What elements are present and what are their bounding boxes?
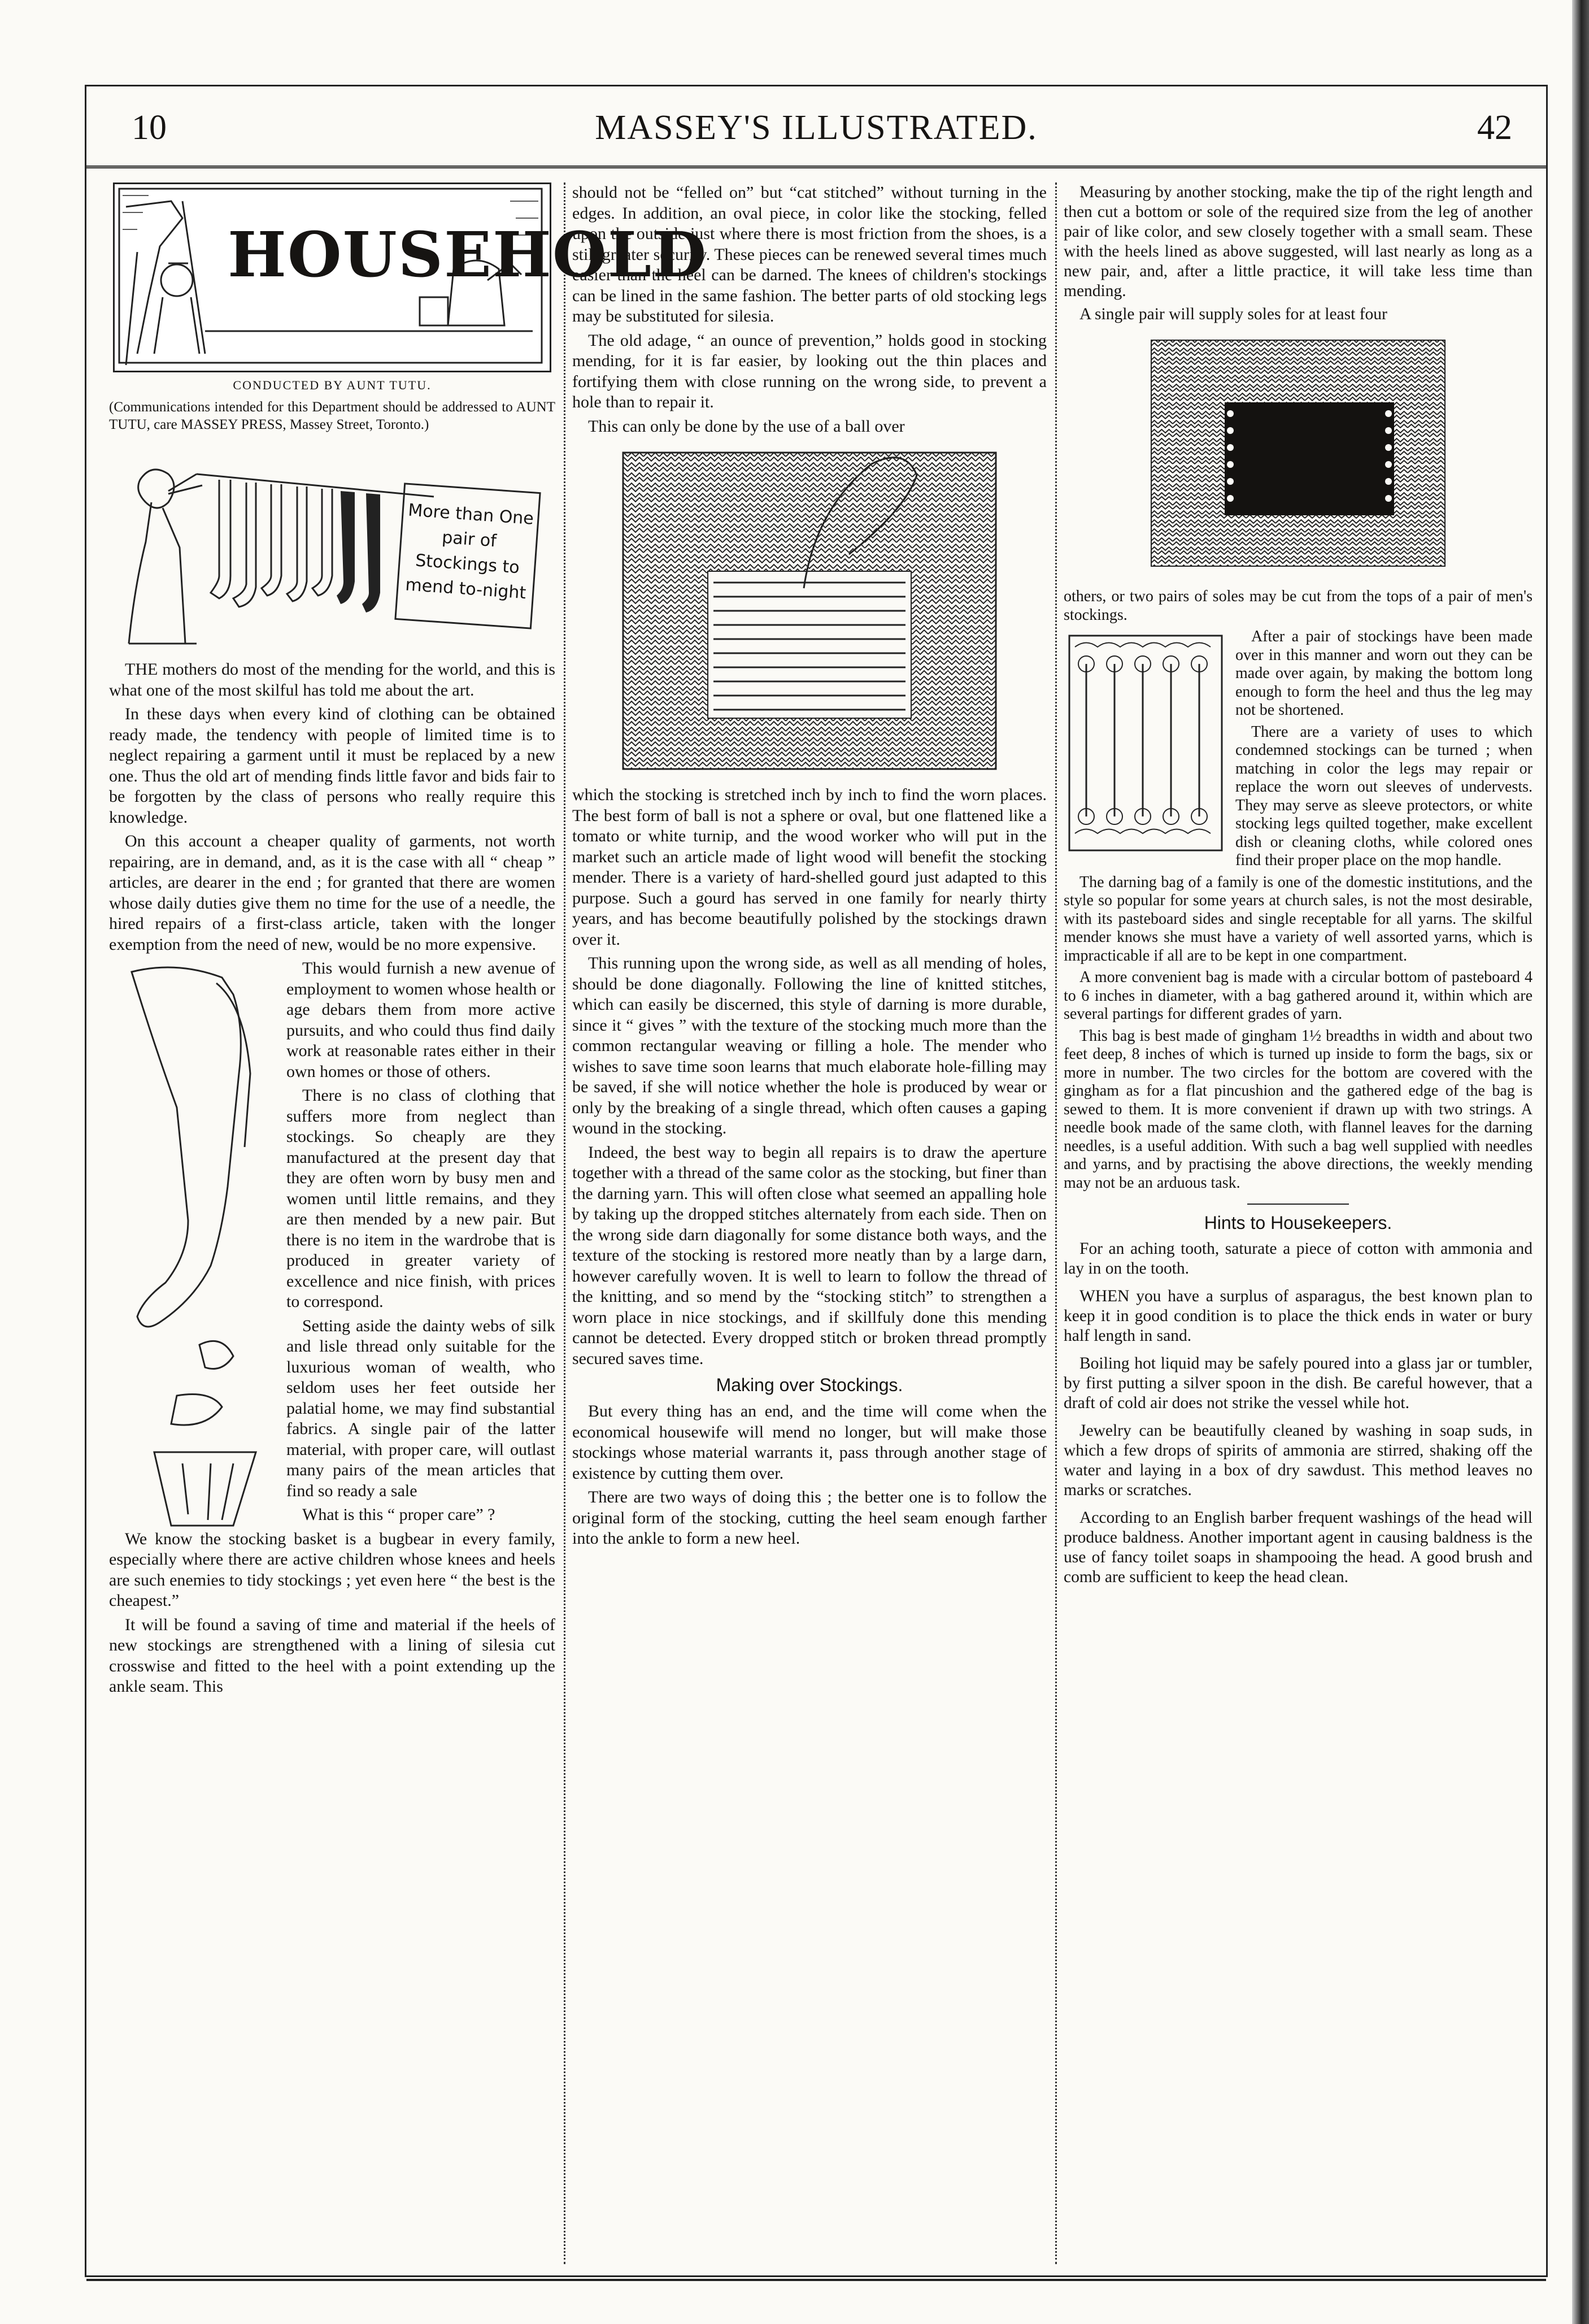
col3-hint-4: Jewelry can be beautifully cleaned by washing in soap suds, in which a few drops of spirits of ammonia are stirred, shaking off the water and laying in a box of dry sawdust. This method leaves no marks or scratches.: [1064, 1422, 1533, 1499]
col3-para-1: Measuring by another stocking, make the tip of the right length and then cut a bottom or sole of the required size from the leg of another pair of like color, and sew closely together with a small seam. These with the heels lined as above suggested, will last nearly as long as a new pair, and, after a little practice, it will take less time than mending.: [1064, 183, 1533, 300]
column-divider-1: [564, 183, 565, 2264]
col1-para-3: On this account a cheaper quality of garments, not worth repairing, are in demand, and, as it is the case with all “ cheap ” articles, are dearer in the end ; for granted that there are women whose daily duties give them no time for the use of a needle, the hired repairs of a first-class article, taken with the longer exemption from the need of new, would be no more expensive.: [109, 832, 555, 954]
col3-para-5: There are a variety of uses to which condemned stockings can be turned ; when matching in color the legs may repair or replace the worn out sleeves of undervests. They may serve as sleeve protectors, or white stocking legs quilted together, make excellent dish or cleaning cloths, while colored ones find their proper place on the mop handle.: [1235, 723, 1533, 869]
col3-para-6: The darning bag of a family is one of the domestic institutions, and the style so popular for some years at church sales, is not the most desirable, with its pasteboard sides and single receptable for all yarns. The skilful mender knows she must have a variety of well assorted yarns, which is impracticable if all are to be kept in one compartment.: [1064, 873, 1533, 965]
col2-para-5: This running upon the wrong side, as well as all mending of holes, should be done diagonally. Following the line of knitted stitches, which can easily be discerned, this style of darning is more durable, since it “ gives ” with the texture of the stocking much more than the common rectangular weaving or filling a hole. The mender who wishes to save time soon learns that much elaborate hole-filling may be saved, if she will notice whether the hole is produced by wear or only by the breaking of a single thread, which often causes a gaping wound in the stocking.: [572, 954, 1047, 1137]
col1-para-7: What is this “ proper care” ?: [302, 1505, 495, 1524]
column-1: [109, 183, 708, 2264]
col2-para-8: There are two ways of doing this ; the better one is to follow the original form of the stocking, cutting the heel seam enough farther into the ankle to form a new heel.: [572, 1488, 1047, 1548]
col1-para-1: THE mothers do most of the mending for the world, and this is what one of the most skilful has told me about the art.: [109, 660, 555, 700]
col2-para-6: Indeed, the best way to begin all repairs is to draw the aperture together with a thread of the same color as the stocking, but finer than the darning yarn. This will often close what seemed an appalling hole by taking up the dropped stitches alternately from each side. Then on the wrong side darn diagonally for some distance both ways, and the texture of the stocking is restored more neatly than by a large darn, however carefully woven. It is well to learn to follow the thread of the knitting, and so mend by the “stocking stitch” to strengthen a worn place in nice stockings, and if skillfuly done this mending cannot be detected. Every dropped stitch or broken thread promptly secured saves time.: [572, 1143, 1047, 1368]
stocking-illustration: [109, 961, 278, 1526]
col2-para-2: The old adage, “ an ounce of prevention,” holds good in stocking mending, for it is far easier, by looking out the thin places and fortifying them with close running on the wrong side, to prevent a hole than to repair it.: [572, 331, 1047, 411]
col3-para-8: This bag is best made of gingham 1½ breadths in width and about two feet deep, 8 inches of which is turned up inside to form the bags, six or more in number. The two circles for the bottom are covered with the gingham as for a flat pincushion and the gathered edge of the bag is sewed to them. It is more convenient if drawn up with two strings. A needle book made of the same cloth, with flannel leaves for the darning needles, is a useful addition. With such a bag well supplied with needles and yarns, and by practising the above directions, the weekly mending may not be an arduous task.: [1064, 1027, 1533, 1192]
page-number-left: 10: [132, 108, 167, 147]
patch-illustration: [1129, 329, 1468, 583]
clothesline-sign: More than One pair of Stockings to mend to-night: [404, 500, 534, 603]
conducted-by: CONDUCTED BY AUNT TUTU.: [233, 378, 432, 392]
column-divider-2: [1055, 183, 1057, 2264]
col2-para-7: But every thing has an end, and the time will come when the economical housewife will mend no longer, but will make those stockings whose material warrants it, pass through another stage of existence by cutting them over.: [572, 1402, 1047, 1483]
banner-word: HOUSEHOLD: [228, 218, 708, 291]
section-divider: [1247, 1204, 1349, 1205]
col3-hint-2: WHEN you have a surplus of asparagus, the best known plan to keep it in good condition is to place the thick ends in water or bury half length in sand.: [1064, 1287, 1533, 1345]
hints-subhead: Hints to Housekeepers.: [1204, 1213, 1392, 1233]
page-header: [86, 86, 1546, 168]
col1-para-9: It will be found a saving of time and material if the heels of new stockings are strengthened with a lining of silesia cut crosswise and fitted to the heel with a point extending up the ankle seam. This: [109, 1615, 555, 1696]
sleeve-protector-illustration: [1064, 630, 1227, 856]
scan-edge-shadow: [1572, 0, 1589, 2324]
col1-para-2: In these days when every kind of clothing can be obtained ready made, the tendency with people of limited time is to neglect repairing a garment until it must be replaced by a new one. Thus the old art of mending finds little favor and bids fair to be forgotten by the class of persons who really require this knowledge.: [109, 705, 555, 827]
col3-para-2: A single pair will supply soles for at least four: [1079, 305, 1387, 323]
column-2: [572, 183, 1047, 2264]
newspaper-page: [85, 85, 1548, 2277]
col3-dense-block: [1064, 588, 1533, 1192]
making-over-subhead: Making over Stockings.: [716, 1375, 903, 1395]
col1-para-6: Setting aside the dainty webs of silk and lisle thread only suitable for the luxurious woman of wealth, who seldom uses her feet outside her palatial home, we may find substantial fabrics. A single pair of the latter material, with proper care, will outlast many pairs of the mean articles that find so ready a sale: [286, 1316, 555, 1500]
page-number-right: 42: [1477, 108, 1512, 147]
col3-hint-3: Boiling hot liquid may be safely poured into a glass jar or tumbler, by first putting a silver spoon in the dish. Be careful however, that a draft of cold air does not strike the vessel while hot.: [1064, 1354, 1533, 1412]
col3-para-7: A more convenient bag is made with a circular bottom of pasteboard 4 to 6 inches in diameter, with a bag gathered around it, within which are several partings for different grades of yarn.: [1064, 968, 1533, 1023]
col3-hint-5: According to an English barber frequent washings of the head will produce baldness. Another important agent in causing baldness is the use of fancy toilet soaps in shampooing the head. A good brush and comb are sufficient to keep the head clean.: [1064, 1509, 1533, 1586]
col1-para-5: There is no class of clothing that suffers more from neglect than stockings. So cheaply are they manufactured at the present day that they are often worn by busy men and women until little remains, and they are then mended by a new pair. But there is no item in the wardrobe that is produced in greater variety of excellence and nice finish, with prices to correspond.: [286, 1086, 555, 1311]
col3-para-4: After a pair of stockings have been made over in this manner and worn out they can be made over again, by making the bottom long enough to form the heel and thus the leg may not be shortened.: [1235, 628, 1533, 719]
household-banner: [113, 183, 708, 372]
communications-note: (Communications intended for this Department should be addressed to AUNT TUTU, care MASSEY PRESS, Massey Street, Toronto.): [109, 399, 555, 432]
col2-para-3: This can only be done by the use of a ball over: [588, 416, 905, 436]
col3-hint-1: For an aching tooth, saturate a piece of cotton with ammonia and lay in on the tooth.: [1064, 1240, 1533, 1278]
col2-para-4: which the stocking is stretched inch by inch to find the worn places. The best form of ball is not a sphere or oval, but one flattened like a tomato or white turnip, and the wood worker who will put in the market such an article made of light wood will benefit the stocking mender. There is a variety of hard-shelled gourd just adapted to this purpose. Such a gourd has served in one family for nearly thirty years, and has become beautifully polished by the stockings drawn over it.: [572, 785, 1047, 949]
col3-para-3: others, or two pairs of soles may be cut from the tops of a pair of men's stockings.: [1064, 588, 1533, 624]
col1-para-4: This would furnish a new avenue of employment to women whose health or age debars them from more active pursuits, and who could thus find daily work at reasonable rates either in their own homes or those of others.: [286, 959, 555, 1081]
col2-para-1: should not be “felled on” but “cat stitched” without turning in the edges. In addition, an oval piece, in color like the stocking, felled upon the outside just where there is most friction from the shoes, is a still greater security. These pieces can be renewed several times much easier than the heel can be darned. The knees of children's stockings can be lined in the same fashion. The better parts of old stocking legs may be substituted for silesia.: [572, 183, 1047, 325]
darning-ball-illustration: [612, 441, 1007, 780]
masthead-title: MASSEY'S ILLUSTRATED.: [595, 108, 1038, 147]
col1-para-8: We know the stocking basket is a bugbear in every family, especially where there are active children whose knees and heels are such enemies to tidy stockings ; yet even here “ the best is the cheapest.”: [109, 1529, 555, 1610]
column-3: [1064, 183, 1533, 2264]
clothesline-illustration: [117, 440, 547, 655]
